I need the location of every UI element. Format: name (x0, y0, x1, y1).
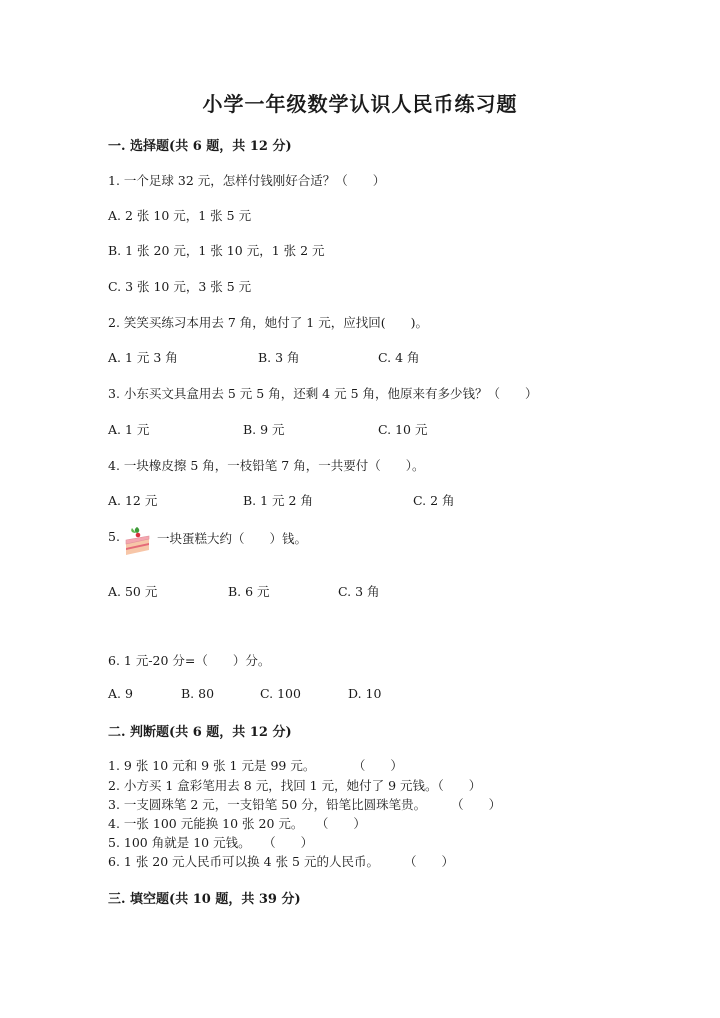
question-5-number: 5. (108, 529, 120, 544)
question-2-option-a: A. 1 元 3 角 (108, 350, 178, 365)
question-3: 3. 小东买文具盒用去 5 元 5 角，还剩 4 元 5 角，他原来有多少钱？（ ） (108, 386, 538, 401)
question-2: 2. 笑笑买练习本用去 7 角，她付了 1 元，应找回( )。 (108, 315, 428, 330)
question-1-option-a: A. 2 张 10 元，1 张 5 元 (108, 208, 252, 223)
judge-item-6: 6. 1 张 20 元人民币可以换 4 张 5 元的人民币。 （ ） (108, 854, 454, 869)
judge-item-1: 1. 9 张 10 元和 9 张 1 元是 99 元。 （ ） (108, 758, 403, 773)
section-heading-fill: 三. 填空题(共 10 题，共 39 分) (108, 892, 301, 907)
question-6-option-c: C. 100 (260, 686, 301, 701)
judge-item-5: 5. 100 角就是 10 元钱。 （ ） (108, 835, 314, 850)
question-4-option-b: B. 1 元 2 角 (243, 493, 313, 508)
question-5-option-c: C. 3 角 (338, 584, 380, 599)
judge-item-3: 3. 一支圆珠笔 2 元，一支铅笔 50 分，铅笔比圆珠笔贵。 （ ） (108, 797, 502, 812)
question-6-option-b: B. 80 (181, 686, 215, 701)
question-1: 1. 一个足球 32 元，怎样付钱刚好合适？（ ） (108, 173, 386, 188)
cake-slice-icon (122, 524, 152, 558)
question-4-option-a: A. 12 元 (108, 493, 158, 508)
question-6: 6. 1 元-20 分=（ ）分。 (108, 653, 271, 668)
question-6-option-a: A. 9 (108, 686, 133, 701)
question-5-option-b: B. 6 元 (228, 584, 270, 599)
question-3-option-c: C. 10 元 (378, 422, 428, 437)
section-heading-choice: 一. 选择题(共 6 题，共 12 分) (108, 139, 292, 154)
question-4-option-c: C. 2 角 (413, 493, 455, 508)
section-heading-judge: 二. 判断题(共 6 题，共 12 分) (108, 725, 292, 740)
question-1-option-b: B. 1 张 20 元，1 张 10 元，1 张 2 元 (108, 243, 325, 258)
question-2-option-c: C. 4 角 (378, 350, 420, 365)
question-5-option-a: A. 50 元 (108, 584, 158, 599)
judge-item-4: 4. 一张 100 元能换 10 张 20 元。 （ ） (108, 816, 366, 831)
question-3-option-b: B. 9 元 (243, 422, 285, 437)
question-6-option-d: D. 10 (348, 686, 382, 701)
question-2-option-b: B. 3 角 (258, 350, 300, 365)
judge-item-2: 2. 小方买 1 盒彩笔用去 8 元，找回 1 元，她付了 9 元钱。（ ） (108, 778, 482, 793)
question-5: 一块蛋糕大约（ ）钱。 (157, 531, 308, 546)
question-1-option-c: C. 3 张 10 元，3 张 5 元 (108, 279, 252, 294)
question-3-option-a: A. 1 元 (108, 422, 150, 437)
question-4: 4. 一块橡皮擦 5 角，一枝铅笔 7 角，一共要付（ ）。 (108, 458, 425, 473)
page-title: 小学一年级数学认识人民币练习题 (202, 92, 518, 116)
